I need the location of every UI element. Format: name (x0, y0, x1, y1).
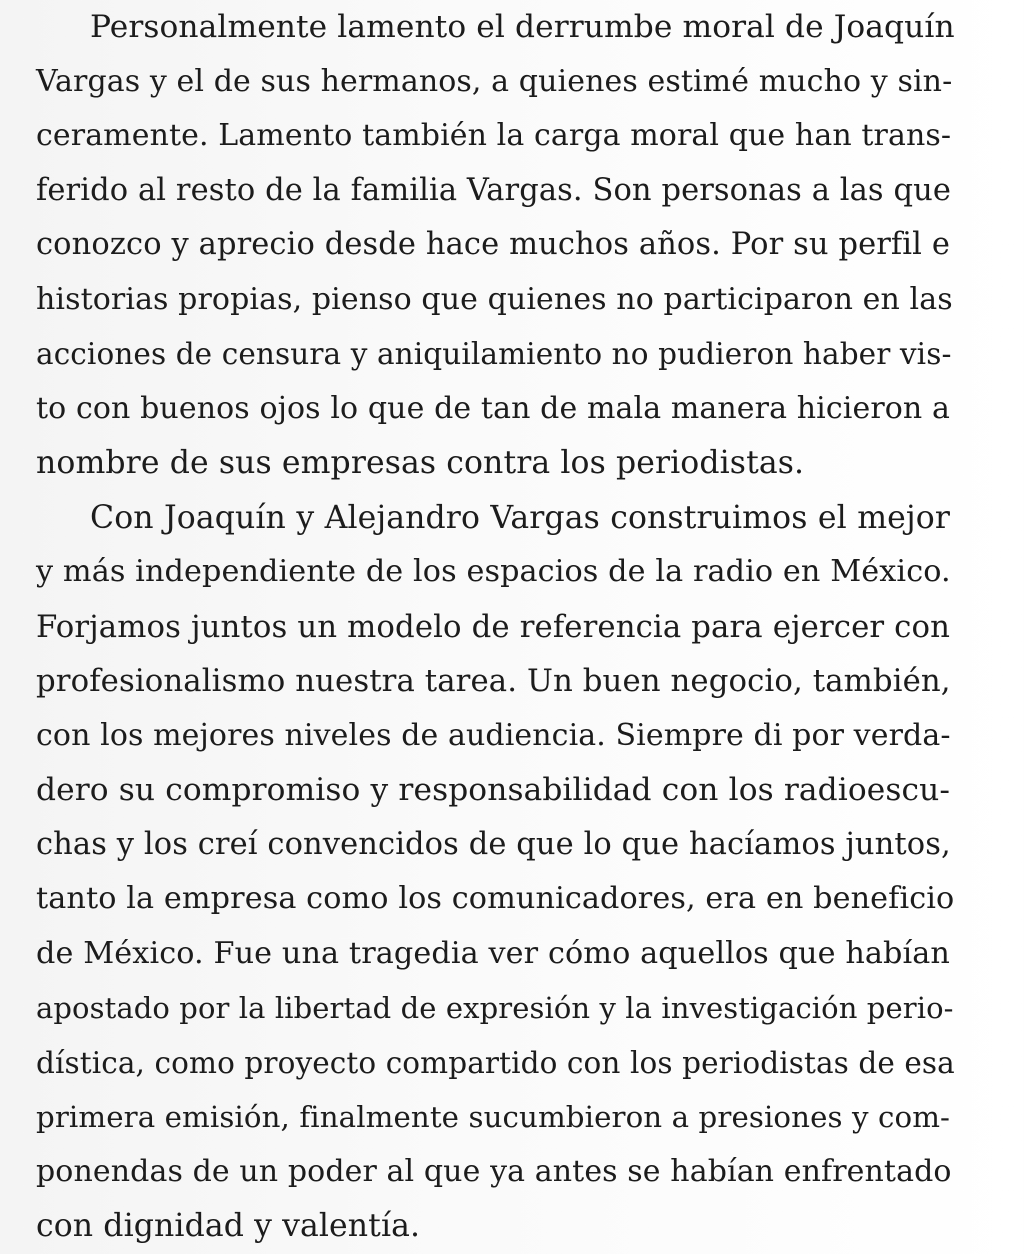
text-line: ponendas de un poder al que ya antes se habían enfrentado (36, 1153, 952, 1189)
text-line: acciones de censura y aniquilamiento no pudieron haber vis- (36, 337, 952, 371)
paragraph-2 (36, 491, 955, 1254)
text-line: dero su compromiso y responsabilidad con los radioescu- (36, 772, 950, 808)
text-line: profesionalismo nuestra tarea. Un buen negocio, también, (36, 663, 951, 699)
text-line: Con Joaquín y Alejandro Vargas construimos el mejor (90, 499, 950, 536)
text-line: ceramente. Lamento también la carga moral que han trans- (36, 118, 952, 153)
text-line: y más independiente de los espacios de la radio en México. (36, 554, 951, 589)
paragraph-1 (36, 0, 955, 491)
text-line: nombre de sus empresas contra los periodistas. (36, 445, 805, 481)
text-line: con los mejores niveles de audiencia. Siempre di por verda- (36, 717, 951, 753)
text-line: conozco y aprecio desde hace muchos años. Por su perfil e (36, 227, 950, 262)
text-line: ferido al resto de la familia Vargas. Son personas a las que (36, 172, 951, 208)
body-text (36, 0, 955, 1254)
text-line: chas y los creí convencidos de que lo que hacíamos juntos, (36, 826, 951, 862)
text-line: tanto la empresa como los comunicadores, era en beneficio (36, 881, 955, 916)
text-line: historias propias, pienso que quienes no participaron en las (36, 281, 953, 317)
text-line: Forjamos juntos un modelo de referencia para ejercer con (36, 608, 950, 645)
text-line: con dignidad y valentía. (36, 1208, 421, 1244)
text-line: Vargas y el de sus hermanos, a quienes estimé mucho y sin- (36, 63, 953, 99)
text-line: primera emisión, finalmente sucumbieron a presiones y com- (36, 1100, 951, 1134)
text-line: to con buenos ojos lo que de tan de mala manera hicieron a (36, 390, 950, 426)
text-line: apostado por la libertad de expresión y la investigación perio- (36, 991, 954, 1025)
text-line: de México. Fue una tragedia ver cómo aquellos que habían (36, 935, 950, 971)
text-line: dística, como proyecto compartido con los periodistas de esa (36, 1045, 955, 1080)
text-line: Personalmente lamento el derrumbe moral de Joaquín (90, 9, 955, 45)
